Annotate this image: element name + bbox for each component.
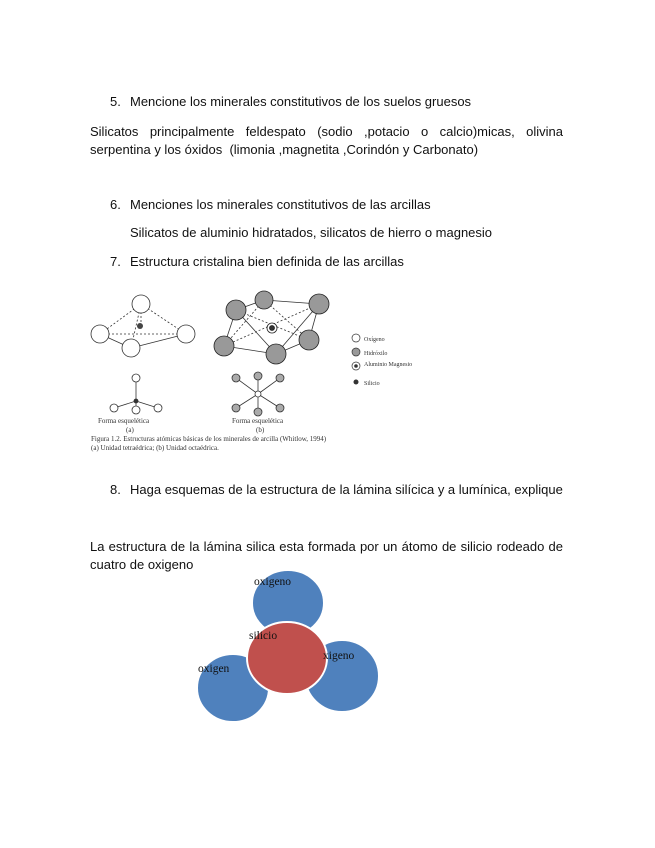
question-number: 6.	[110, 197, 121, 212]
answer-5-line-2: serpentina y los óxidos (limonia ,magnetita ,Corindón y Carbonato)	[90, 142, 479, 157]
silicon-label: silicio	[249, 630, 278, 642]
answer-6: Silicatos de aluminio hidratados, silicatos de hierro o magnesio	[130, 225, 493, 240]
oxygen-label-right: xigeno	[323, 650, 355, 662]
figure-legend	[352, 334, 412, 387]
silica-sheet-diagram	[190, 568, 390, 728]
legend-oxygen: Oxígeno	[364, 337, 385, 343]
tetrahedron-skeletal	[110, 374, 162, 414]
label-a: Forma esquelética	[98, 417, 150, 425]
answer-5-line-1: Silicatos principalmente feldespato (sodio ,potacio o calcio)micas, olivina	[90, 124, 563, 139]
question-text: Mencione los minerales constitutivos de los suelos gruesos	[130, 94, 472, 109]
legend-silicon: Silicio	[364, 381, 380, 387]
sub-label-b: (b)	[256, 426, 265, 434]
tetrahedron-diagram	[91, 295, 195, 357]
octahedron-skeletal	[232, 372, 284, 416]
question-text: Estructura cristalina bien definida de las arcillas	[130, 254, 404, 269]
legend-aluminium-magnesium: Aluminio Magnesio	[364, 362, 413, 368]
question-text: Haga esquemas de la estructura de la lámina silícica y a lumínica, explique	[130, 482, 563, 497]
label-b: Forma esquelética	[232, 417, 284, 425]
answer-8-line-2: cuatro de oxigeno	[90, 557, 194, 572]
question-text: Menciones los minerales constitutivos de las arcillas	[130, 197, 431, 212]
question-number: 5.	[110, 94, 121, 109]
oxygen-label-left: oxigen	[198, 663, 230, 675]
sub-label-a: (a)	[126, 426, 134, 434]
figure-caption-line-1: Figura 1.2. Estructuras atómicas básicas de los minerales de arcilla (Whitlow, 1994)	[91, 435, 327, 443]
question-number: 7.	[110, 254, 121, 269]
octahedron-atoms	[214, 291, 329, 364]
question-number: 8.	[110, 482, 121, 497]
answer-8-line-1: La estructura de la lámina silica esta formada por un átomo de silicio rodeado de	[90, 539, 563, 554]
figure-caption-line-2: (a) Unidad tetraédrica; (b) Unidad octaédrica.	[91, 444, 219, 452]
oxygen-label-top: oxigeno	[254, 576, 292, 588]
clay-structure-figure	[86, 286, 431, 458]
legend-hydroxyl: Hidróxilo	[364, 351, 388, 357]
